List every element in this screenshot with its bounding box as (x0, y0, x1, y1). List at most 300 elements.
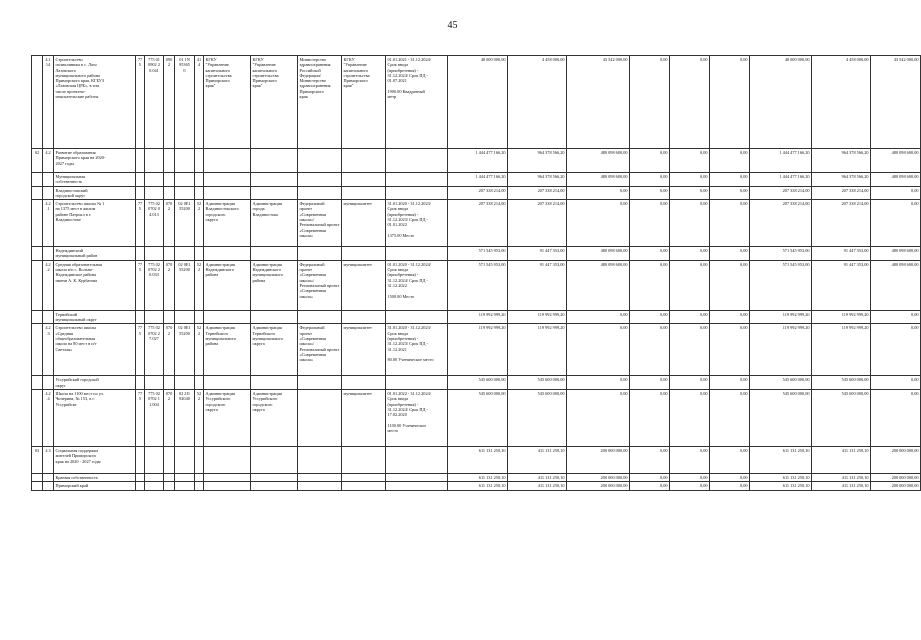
row-item-number (43, 473, 54, 481)
row-section-code (32, 389, 43, 446)
row-local-budget: 0,00 (630, 173, 670, 187)
row-extra-funds: 0,00 (710, 376, 750, 390)
row-year-federal: 0,00 (871, 389, 921, 446)
row-year-total: 545 600 000,00 (750, 376, 812, 390)
row-code-5: 414 (195, 56, 204, 149)
row-local-budget: 0,00 (630, 247, 670, 261)
row-item-number (43, 186, 54, 200)
row-federal-budget: 0,00 (567, 376, 630, 390)
row-owner: КГКУ "Управление капитального строительства Приморского края" (342, 56, 386, 149)
row-section-code (32, 200, 43, 247)
row-code-2: 775 02 0702 1 1.004 (145, 389, 164, 446)
row-other-funds: 0,00 (670, 482, 710, 490)
row-other-funds: 0,00 (670, 446, 710, 473)
row-project (298, 310, 342, 324)
row-project (298, 473, 342, 481)
row-customer: Администрация Владивостокского городского округа (204, 200, 251, 247)
row-code-3 (164, 247, 175, 261)
row-developer (251, 186, 298, 200)
row-local-budget: 0,00 (630, 186, 670, 200)
row-code-4 (175, 173, 195, 187)
row-extra-funds: 0,00 (710, 310, 750, 324)
row-item-number (43, 247, 54, 261)
row-developer: Администрация Надеждинского муниципального района (251, 260, 298, 310)
row-other-funds: 0,00 (670, 56, 710, 149)
row-federal-budget: 43 542 000,00 (567, 56, 630, 149)
row-extra-funds: 0,00 (710, 324, 750, 376)
row-regional-budget: 91 447 353,00 (508, 260, 567, 310)
row-code-3 (164, 173, 175, 187)
row-code-5: 522 (195, 260, 204, 310)
row-name: Владивостокский городской округ (54, 186, 136, 200)
row-code-2 (145, 482, 164, 490)
row-item-number (43, 482, 54, 490)
table-row (32, 310, 921, 324)
row-name: Строительство школы «Средняя общеобразовательная школа на 80 мест в п/т Светлая» (54, 324, 136, 376)
row-code-3 (164, 310, 175, 324)
row-federal-budget: 480 098 600,00 (567, 149, 630, 173)
row-terms (386, 247, 448, 261)
row-regional-budget: 964 378 566,20 (508, 149, 567, 173)
row-year-federal: 480 098 600,00 (871, 149, 921, 173)
row-regional-budget: 119 992 999,20 (508, 310, 567, 324)
table-row (32, 200, 921, 247)
row-other-funds: 0,00 (670, 260, 710, 310)
row-section-code (32, 247, 43, 261)
row-project (298, 247, 342, 261)
row-section-code (32, 260, 43, 310)
row-code-1: 775 (136, 200, 145, 247)
row-year-total: 48 000 000,00 (750, 56, 812, 149)
row-project (298, 376, 342, 390)
row-code-5 (195, 446, 204, 473)
row-name: Социальная поддержка жителей Приморского края на 2020 - 2027 годы (54, 446, 136, 473)
row-code-4 (175, 482, 195, 490)
row-name: Строительство поликлиники в с. Лазо Лазовского муниципального района Приморского края, КГБУЗ «Лазовская ЦРБ», в том числе проектно- изыскательские работы (54, 56, 136, 149)
row-extra-funds: 0,00 (710, 200, 750, 247)
row-code-2 (145, 173, 164, 187)
row-developer: Администрация Тернейского муниципального округа (251, 324, 298, 376)
row-item-number: 4.1 14 (43, 56, 54, 149)
row-year-total: 119 992 999,20 (750, 310, 812, 324)
row-item-number: 4.2 .4 (43, 389, 54, 446)
row-terms: 01.01.2021 - 31.12.2024/ Срок ввода (приобретения) - 31.12.2024/ Срок ПД - 01.07.2021 1900.00 Квадратный метр (386, 56, 448, 149)
row-developer (251, 310, 298, 324)
row-customer: КГКУ "Управление капитального строительства Приморского края" (204, 56, 251, 149)
row-code-5 (195, 149, 204, 173)
row-developer (251, 473, 298, 481)
row-code-3: 0702 (164, 389, 175, 446)
row-regional-budget: 545 600 000,00 (508, 389, 567, 446)
row-code-2 (145, 310, 164, 324)
row-code-2: 775 01 0902 2 0.041 (145, 56, 164, 149)
row-project: Федеральный проект «Современная школа»/Региональный проект «Современная школа» (298, 200, 342, 247)
row-total: 1 444 477 166,20 (448, 149, 508, 173)
row-local-budget: 0,00 (630, 324, 670, 376)
row-code-1 (136, 446, 145, 473)
row-year-regional: 119 992 999,20 (812, 310, 871, 324)
row-year-federal: 0,00 (871, 310, 921, 324)
row-customer (204, 376, 251, 390)
row-code-4: 02 2I1 92040 (175, 389, 195, 446)
row-owner: муниципалитет (342, 260, 386, 310)
row-customer (204, 446, 251, 473)
row-regional-budget: 411 131 250,10 (508, 473, 567, 481)
row-year-regional: 4 458 000,00 (812, 56, 871, 149)
row-code-4 (175, 186, 195, 200)
row-code-4 (175, 473, 195, 481)
row-customer (204, 247, 251, 261)
row-code-4: 02 0E1 55200 (175, 324, 195, 376)
row-regional-budget: 964 378 566,20 (508, 173, 567, 187)
row-item-number: 4.2 .3 (43, 324, 54, 376)
row-other-funds: 0,00 (670, 247, 710, 261)
row-regional-budget: 545 600 000,00 (508, 376, 567, 390)
row-code-1 (136, 473, 145, 481)
table-row (32, 324, 921, 376)
row-code-1: 775 (136, 56, 145, 149)
page-number: 45 (447, 20, 458, 31)
row-item-number: 4.3 (43, 446, 54, 473)
row-year-total: 207 338 214,00 (750, 186, 812, 200)
row-year-regional: 207 338 214,00 (812, 200, 871, 247)
row-name: Школа на 1100 мест по ул. Чичерина, № 153, в г. Уссурийске (54, 389, 136, 446)
row-code-5 (195, 173, 204, 187)
row-other-funds: 0,00 (670, 310, 710, 324)
row-terms: 01.01.2022 - 31.12.2024/ Срок ввода (приобретения) - 31.12.2024/ Срок ПД - 17.02.2020 1100.00 Ученическое место (386, 389, 448, 446)
row-owner (342, 376, 386, 390)
row-total: 207 338 214,00 (448, 200, 508, 247)
row-developer: Администрация Уссурийского городского округа (251, 389, 298, 446)
row-code-4: 01 1N 95365 0 (175, 56, 195, 149)
row-year-regional: 545 600 000,00 (812, 376, 871, 390)
row-project (298, 173, 342, 187)
row-code-4 (175, 149, 195, 173)
row-owner (342, 149, 386, 173)
row-name: Развитие образования Приморского края на 2020- 2027 годы (54, 149, 136, 173)
row-local-budget: 0,00 (630, 310, 670, 324)
budget-table (31, 55, 921, 491)
row-name: Средняя образовательная школа в/п с. Вольно- Надеждинское района имени А. К. Курбатова (54, 260, 136, 310)
row-developer (251, 247, 298, 261)
row-year-regional: 91 447 353,00 (812, 260, 871, 310)
table-row (32, 56, 921, 149)
row-name: Тернейский муниципальный округ (54, 310, 136, 324)
row-customer (204, 482, 251, 490)
row-developer (251, 446, 298, 473)
row-federal-budget: 0,00 (567, 310, 630, 324)
row-customer: Администрация Тернейского муниципального района (204, 324, 251, 376)
row-extra-funds: 0,00 (710, 260, 750, 310)
row-regional-budget: 411 131 250,10 (508, 446, 567, 473)
row-year-total: 571 545 953,00 (750, 247, 812, 261)
row-code-1: 775 (136, 260, 145, 310)
row-year-total: 545 600 000,00 (750, 389, 812, 446)
row-developer (251, 376, 298, 390)
row-terms (386, 473, 448, 481)
row-code-1 (136, 186, 145, 200)
row-year-federal: 480 098 600,00 (871, 247, 921, 261)
row-total: 119 992 999,20 (448, 310, 508, 324)
row-owner (342, 482, 386, 490)
row-owner (342, 186, 386, 200)
row-project (298, 446, 342, 473)
row-developer (251, 173, 298, 187)
row-name: Муниципальная собственность (54, 173, 136, 187)
row-extra-funds: 0,00 (710, 482, 750, 490)
row-extra-funds: 0,00 (710, 56, 750, 149)
row-developer: Администрация города Владивостока (251, 200, 298, 247)
row-customer (204, 149, 251, 173)
row-local-budget: 0,00 (630, 260, 670, 310)
row-terms (386, 376, 448, 390)
row-year-federal: 43 542 000,00 (871, 56, 921, 149)
row-federal-budget: 200 000 000,00 (567, 446, 630, 473)
row-code-4 (175, 446, 195, 473)
row-extra-funds: 0,00 (710, 149, 750, 173)
row-year-total: 207 338 214,00 (750, 200, 812, 247)
row-local-budget: 0,00 (630, 446, 670, 473)
row-section-code (32, 473, 43, 481)
row-year-total: 1 444 477 166,20 (750, 173, 812, 187)
row-section-code (32, 56, 43, 149)
row-year-regional: 964 378 566,20 (812, 149, 871, 173)
row-total: 571 545 953,00 (448, 260, 508, 310)
row-extra-funds: 0,00 (710, 389, 750, 446)
row-year-federal: 480 098 600,00 (871, 173, 921, 187)
row-total: 119 992 999,20 (448, 324, 508, 376)
row-year-regional: 207 338 214,00 (812, 186, 871, 200)
row-year-regional: 411 131 250,10 (812, 482, 871, 490)
row-total: 611 131 250,10 (448, 482, 508, 490)
row-project: Министерство здравоохранения Российской Федерации/Министерство здравоохранения Приморского края (298, 56, 342, 149)
row-other-funds: 0,00 (670, 186, 710, 200)
row-customer: Администрация Уссурийского городского округа (204, 389, 251, 446)
row-year-regional: 91 447 353,00 (812, 247, 871, 261)
row-other-funds: 0,00 (670, 149, 710, 173)
row-terms: 01.01.2020 - 31.12.2024/ Срок ввода (приобретения) - 31.12.2024/ Срок ПД - 31.12.2022 1500.00 Место (386, 260, 448, 310)
row-code-2: 775 02 0702 0 4.013 (145, 200, 164, 247)
row-customer (204, 186, 251, 200)
row-total: 571 545 953,00 (448, 247, 508, 261)
row-code-3: 0902 (164, 56, 175, 149)
row-code-1: 775 (136, 389, 145, 446)
row-code-3 (164, 482, 175, 490)
row-code-3 (164, 446, 175, 473)
row-code-3: 0702 (164, 324, 175, 376)
row-other-funds: 0,00 (670, 473, 710, 481)
row-total: 611 131 250,10 (448, 446, 508, 473)
row-terms: 31.01.2020 - 31.12.2023/ Срок ввода (приобретения) - 31.12.2023/ Срок ПД - 31.12.2021 80.00 Ученическое место (386, 324, 448, 376)
row-total: 545 600 000,00 (448, 389, 508, 446)
row-customer (204, 173, 251, 187)
row-total: 611 131 250,10 (448, 473, 508, 481)
row-name: Приморский край (54, 482, 136, 490)
row-code-5 (195, 376, 204, 390)
row-other-funds: 0,00 (670, 376, 710, 390)
row-federal-budget: 200 000 000,00 (567, 473, 630, 481)
row-item-number: 4.2 .1 (43, 200, 54, 247)
row-code-3: 0702 (164, 200, 175, 247)
row-total: 207 338 214,00 (448, 186, 508, 200)
row-owner: муниципалитет (342, 200, 386, 247)
row-owner (342, 247, 386, 261)
row-name: Надеждинский муниципальный район (54, 247, 136, 261)
table-row (32, 173, 921, 187)
row-project (298, 149, 342, 173)
row-regional-budget: 411 131 250,10 (508, 482, 567, 490)
row-year-federal: 200 000 000,00 (871, 482, 921, 490)
row-code-1 (136, 149, 145, 173)
row-regional-budget: 4 458 000,00 (508, 56, 567, 149)
row-local-budget: 0,00 (630, 56, 670, 149)
row-year-federal: 200 000 000,00 (871, 473, 921, 481)
row-code-2 (145, 247, 164, 261)
row-customer (204, 473, 251, 481)
row-year-federal: 0,00 (871, 376, 921, 390)
row-code-3 (164, 473, 175, 481)
row-code-2 (145, 376, 164, 390)
table-row (32, 149, 921, 173)
row-code-2 (145, 446, 164, 473)
row-developer (251, 149, 298, 173)
row-extra-funds: 0,00 (710, 446, 750, 473)
row-year-total: 611 131 250,10 (750, 446, 812, 473)
row-developer (251, 482, 298, 490)
row-year-regional: 964 378 566,20 (812, 173, 871, 187)
row-owner (342, 473, 386, 481)
row-section-code (32, 376, 43, 390)
row-project (298, 186, 342, 200)
row-section-code (32, 173, 43, 187)
row-total: 1 444 477 166,20 (448, 173, 508, 187)
row-terms (386, 482, 448, 490)
row-code-2: 775 02 0702 2 7.027 (145, 324, 164, 376)
row-item-number: 4.2 (43, 149, 54, 173)
row-code-1 (136, 310, 145, 324)
row-total: 545 600 000,00 (448, 376, 508, 390)
row-item-number (43, 310, 54, 324)
row-regional-budget: 207 338 214,00 (508, 200, 567, 247)
row-owner (342, 310, 386, 324)
row-project (298, 482, 342, 490)
row-code-5 (195, 310, 204, 324)
table-row (32, 482, 921, 490)
row-terms (386, 149, 448, 173)
row-name: Строительство школы № 1 на 1375 мест в жилом районе Патрокл в г. Владивостоке (54, 200, 136, 247)
row-code-3: 0702 (164, 260, 175, 310)
row-year-total: 611 131 250,10 (750, 482, 812, 490)
row-federal-budget: 0,00 (567, 324, 630, 376)
row-local-budget: 0,00 (630, 389, 670, 446)
row-code-3 (164, 149, 175, 173)
row-other-funds: 0,00 (670, 389, 710, 446)
row-extra-funds: 0,00 (710, 247, 750, 261)
row-local-budget: 0,00 (630, 149, 670, 173)
row-code-5 (195, 473, 204, 481)
row-local-budget: 0,00 (630, 376, 670, 390)
row-regional-budget: 91 447 353,00 (508, 247, 567, 261)
row-year-federal: 0,00 (871, 200, 921, 247)
row-code-4: 02 0E1 55200 (175, 200, 195, 247)
row-year-regional: 545 600 000,00 (812, 389, 871, 446)
table-row (32, 389, 921, 446)
row-section-code (32, 310, 43, 324)
row-regional-budget: 207 338 214,00 (508, 186, 567, 200)
row-federal-budget: 200 000 000,00 (567, 482, 630, 490)
row-year-regional: 411 131 250,10 (812, 446, 871, 473)
row-local-budget: 0,00 (630, 482, 670, 490)
row-section-code (32, 186, 43, 200)
row-section-code: 03 (32, 446, 43, 473)
row-code-5: 522 (195, 389, 204, 446)
row-code-5 (195, 186, 204, 200)
row-item-number (43, 173, 54, 187)
table-row (32, 446, 921, 473)
row-owner (342, 446, 386, 473)
row-code-2 (145, 186, 164, 200)
row-owner (342, 173, 386, 187)
row-project (298, 389, 342, 446)
row-code-5 (195, 247, 204, 261)
row-year-federal: 0,00 (871, 186, 921, 200)
table-row (32, 186, 921, 200)
row-year-federal: 480 098 600,00 (871, 260, 921, 310)
row-item-number (43, 376, 54, 390)
row-code-4: 02 0E1 55200 (175, 260, 195, 310)
row-project: Федеральный проект «Современная школа»/Региональный проект «Современная школа» (298, 324, 342, 376)
row-developer: КГКУ "Управление капитального строительства Приморского края" (251, 56, 298, 149)
row-federal-budget: 480 098 600,00 (567, 260, 630, 310)
row-section-code (32, 324, 43, 376)
row-terms (386, 186, 448, 200)
row-project: Федеральный проект «Современная школа»/Региональный проект «Современная школа» (298, 260, 342, 310)
row-year-total: 571 545 953,00 (750, 260, 812, 310)
row-local-budget: 0,00 (630, 473, 670, 481)
row-extra-funds: 0,00 (710, 186, 750, 200)
row-terms (386, 173, 448, 187)
row-other-funds: 0,00 (670, 173, 710, 187)
row-code-3 (164, 376, 175, 390)
row-year-federal: 0,00 (871, 324, 921, 376)
row-year-total: 611 131 250,10 (750, 473, 812, 481)
row-code-1 (136, 247, 145, 261)
row-terms (386, 446, 448, 473)
row-total: 48 000 000,00 (448, 56, 508, 149)
table-row (32, 473, 921, 481)
row-year-total: 1 444 477 166,20 (750, 149, 812, 173)
row-owner: муниципалитет (342, 324, 386, 376)
row-year-regional: 411 131 250,10 (812, 473, 871, 481)
row-code-4 (175, 376, 195, 390)
row-code-5: 522 (195, 200, 204, 247)
row-code-2 (145, 473, 164, 481)
row-code-2: 775 02 0702 2 0.033 (145, 260, 164, 310)
table-row (32, 247, 921, 261)
row-code-3 (164, 186, 175, 200)
row-owner: муниципалитет (342, 389, 386, 446)
table-row (32, 260, 921, 310)
row-federal-budget: 0,00 (567, 389, 630, 446)
row-section-code: 02 (32, 149, 43, 173)
row-extra-funds: 0,00 (710, 173, 750, 187)
row-year-federal: 200 000 000,00 (871, 446, 921, 473)
row-code-2 (145, 149, 164, 173)
row-code-5: 522 (195, 324, 204, 376)
row-code-1 (136, 482, 145, 490)
row-regional-budget: 119 992 999,20 (508, 324, 567, 376)
row-federal-budget: 480 098 600,00 (567, 247, 630, 261)
